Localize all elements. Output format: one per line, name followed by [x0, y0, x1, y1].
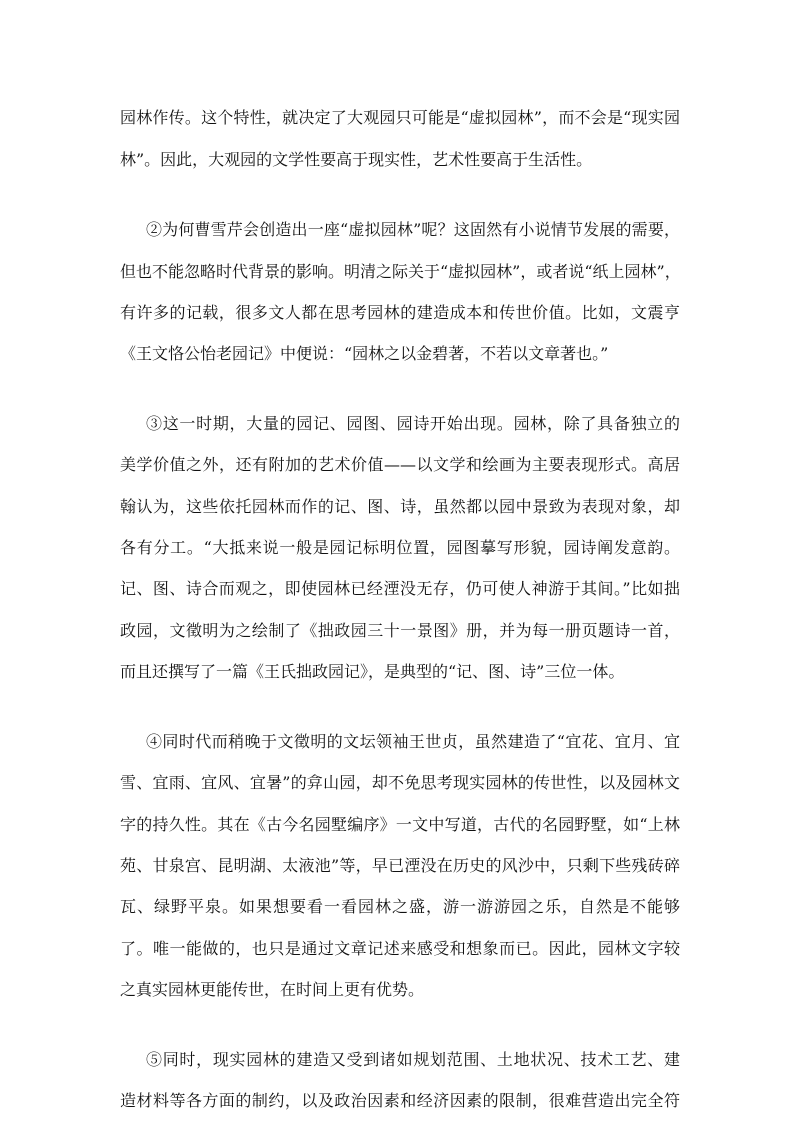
text-line: 造材料等各方面的制约，以及政治因素和经济因素的限制，很难营造出完全符 [120, 1091, 680, 1110]
text-line: 苑、甘泉宫、昆明湖、太液池”等，早已湮没在历史的风沙中，只剩下些残砖碎 [120, 856, 680, 875]
text-line: 林”。因此，大观园的文学性要高于现实性，艺术性要高于生活性。 [120, 150, 593, 169]
text-line: 但也不能忽略时代背景的影响。明清之际关于“虚拟园林”，或者说“纸上园林”， [120, 262, 681, 281]
text-line: 雪、宜雨、宜风、宜暑”的弇山园，却不免思考现实园林的传世性，以及园林文 [120, 773, 680, 792]
paragraph-5-line: ⑤同时，现实园林的建造又受到诸如规划范围、土地状况、技术工艺、建 [146, 1050, 680, 1069]
paragraph-3-line: ③这一时期，大量的园记、园图、园诗开始出现。园林，除了具备独立的 [146, 414, 680, 433]
text-line: 有许多的记载，很多文人都在思考园林的建造成本和传世价值。比如，文震亨 [120, 303, 680, 322]
text-line: 美学价值之外，还有附加的艺术价值——以文学和绘画为主要表现形式。高居 [120, 455, 680, 474]
text-line: 翰认为，这些依托园林而作的记、图、诗，虽然都以园中景致为表现对象，却 [120, 497, 680, 516]
text-line: 之真实园林更能传世，在时间上更有优势。 [120, 980, 425, 999]
paragraph-2-line: ②为何曹雪芹会创造出一座“虚拟园林”呢？这固然有小说情节发展的需要， [146, 220, 680, 239]
text-line: 记、图、诗合而观之，即使园林已经湮没无存，仍可使人神游于其间。”比如拙 [120, 579, 680, 598]
text-line: 园林作传。这个特性，就决定了大观园只可能是“虚拟园林”，而不会是“现实园 [120, 108, 680, 127]
text-line: 字的持久性。其在《古今名园墅编序》一文中写道，古代的名园野墅，如“上林 [120, 815, 680, 834]
paragraph-4-line: ④同时代而稍晚于文徵明的文坛领袖王世贞，虽然建造了“宜花、宜月、宜 [146, 732, 680, 751]
text-line: 政园，文徵明为之绘制了《拙政园三十一景图》册，并为每一册页题诗一首， [120, 621, 680, 640]
text-line: 各有分工。“大抵来说一般是园记标明位置，园图摹写形貌，园诗阐发意韵。 [120, 538, 680, 557]
text-line: 了。唯一能做的，也只是通过文章记述来感受和想象而已。因此，园林文字较 [120, 939, 680, 958]
text-line: 《王文恪公怡老园记》中便说：“园林之以金碧著，不若以文章著也。” [120, 344, 609, 363]
text-line: 瓦、绿野平泉。如果想要看一看园林之盛，游一游游园之乐，自然是不能够 [120, 897, 680, 916]
text-line: 而且还撰写了一篇《王氏拙政园记》，是典型的“记、图、诗”三位一体。 [120, 662, 625, 681]
